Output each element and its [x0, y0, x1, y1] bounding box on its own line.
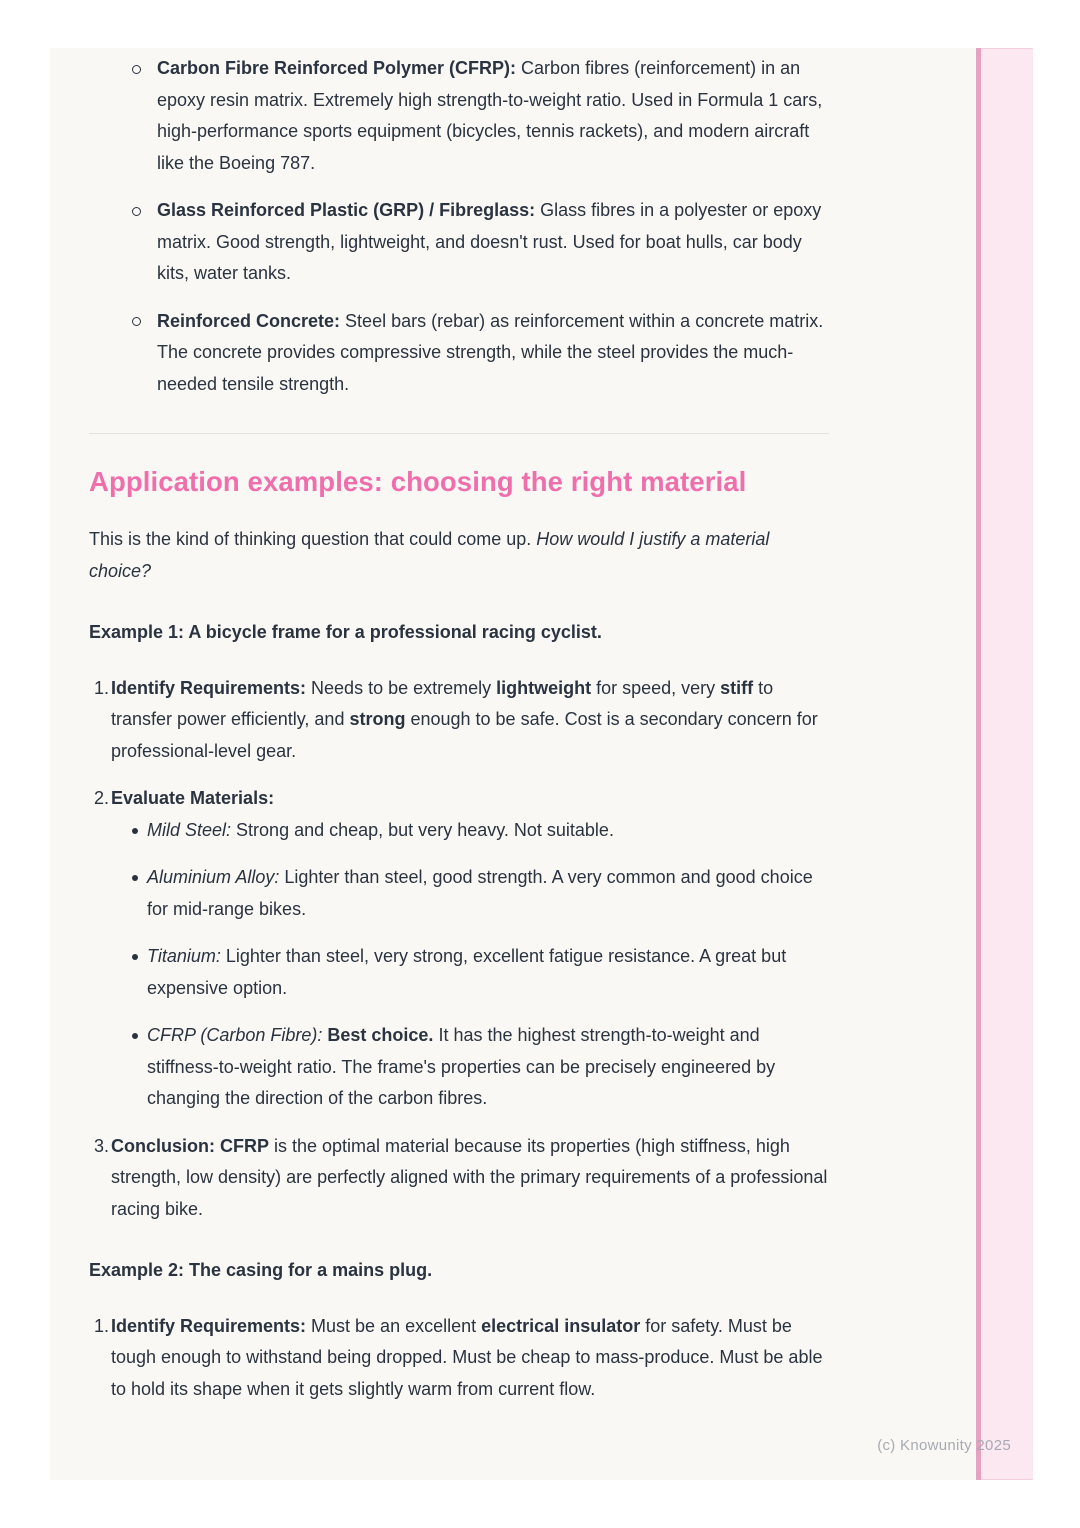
list-item-grp	[89, 195, 829, 290]
composites-list	[89, 53, 829, 400]
example1-steps	[89, 673, 829, 1226]
list-item-text: Evaluate Materials:	[111, 788, 275, 808]
dot-bullet-icon	[132, 875, 138, 881]
numbered-list-item	[89, 673, 829, 768]
list-number: 1.	[94, 677, 110, 698]
bullet-item-aluminium	[111, 862, 829, 925]
list-number: 2.	[94, 788, 110, 808]
list-item-cfrp	[89, 53, 829, 179]
list-item-text: Conclusion: CFRP is the optimal material because its properties (high stiffness, high strength, low density) are perfectly aligned with the primary requirements of a professional racing bike.	[111, 1135, 828, 1219]
section-divider	[89, 433, 829, 434]
bullet-item-titanium	[111, 941, 829, 1004]
bullet-item-text: Titanium: Lighter than steel, very strong, excellent fatigue resistance. A great but expensive option.	[147, 946, 787, 998]
example1-title: Example 1: A bicycle frame for a professional racing cyclist.	[89, 622, 602, 642]
dot-bullet-icon	[132, 954, 138, 960]
list-item-text: Reinforced Concrete: Steel bars (rebar) as reinforcement within a concrete matrix. The concrete provides compressive strength, while the steel provides the much-needed tensile strength.	[157, 310, 824, 394]
list-item-text: Carbon Fibre Reinforced Polymer (CFRP): Carbon fibres (reinforcement) in an epoxy resin matrix. Extremely high strength-to-weight ratio. Used in Formula 1 cars, high-performance sports equipment (bicycles, tennis rackets), and modern aircraft like the Boeing 787.	[157, 58, 823, 173]
materials-bullet-list	[111, 815, 829, 1115]
list-number: 3.	[94, 1135, 110, 1156]
example2-title: Example 2: The casing for a mains plug.	[89, 1260, 433, 1280]
list-item-text: Glass Reinforced Plastic (GRP) / Fibreglass: Glass fibres in a polyester or epoxy matrix. Good strength, lightweight, and doesn't rust. Used for boat hulls, car body kits, water tanks.	[157, 200, 822, 283]
numbered-list-item	[89, 783, 829, 1115]
notebook-margin-stripe	[976, 48, 1033, 1480]
document-card	[50, 48, 1033, 1480]
circle-bullet-icon	[132, 317, 141, 326]
numbered-list-item	[89, 1311, 829, 1406]
document-content	[89, 53, 829, 1405]
dot-bullet-icon	[132, 1033, 138, 1039]
bullet-item-cfrp	[111, 1020, 829, 1115]
circle-bullet-icon	[132, 207, 141, 216]
bullet-item-mild-steel	[111, 815, 829, 847]
example2-steps	[89, 1311, 829, 1406]
intro-paragraph: This is the kind of thinking question that could come up. How would I justify a material choice?	[89, 529, 770, 581]
list-number: 1.	[94, 1315, 110, 1336]
list-item-text: Identify Requirements: Needs to be extremely lightweight for speed, very stiff to transfer power efficiently, and strong enough to be safe. Cost is a secondary concern for professional-level gear.	[111, 677, 818, 761]
list-item-text: Identify Requirements: Must be an excellent electrical insulator for safety. Must be tough enough to withstand being dropped. Must be cheap to mass-produce. Must be able to hold its shape when it gets slightly warm from current flow.	[111, 1315, 823, 1399]
bullet-item-text: CFRP (Carbon Fibre): Best choice. It has the highest strength-to-weight and stiffness-to-weight ratio. The frame's properties can be precisely engineered by changing the direction of the carbon fibres.	[147, 1025, 776, 1108]
dot-bullet-icon	[132, 828, 138, 834]
bullet-item-text: Mild Steel: Strong and cheap, but very heavy. Not suitable.	[147, 819, 614, 840]
copyright-watermark: (c) Knowunity 2025	[877, 1437, 1011, 1454]
circle-bullet-icon	[132, 65, 141, 74]
numbered-list-item	[89, 1131, 829, 1226]
list-item-reinforced-concrete	[89, 306, 829, 401]
bullet-item-text: Aluminium Alloy: Lighter than steel, good strength. A very common and good choice for mid-range bikes.	[147, 867, 813, 919]
section-heading: Application examples: choosing the right material	[89, 466, 747, 497]
